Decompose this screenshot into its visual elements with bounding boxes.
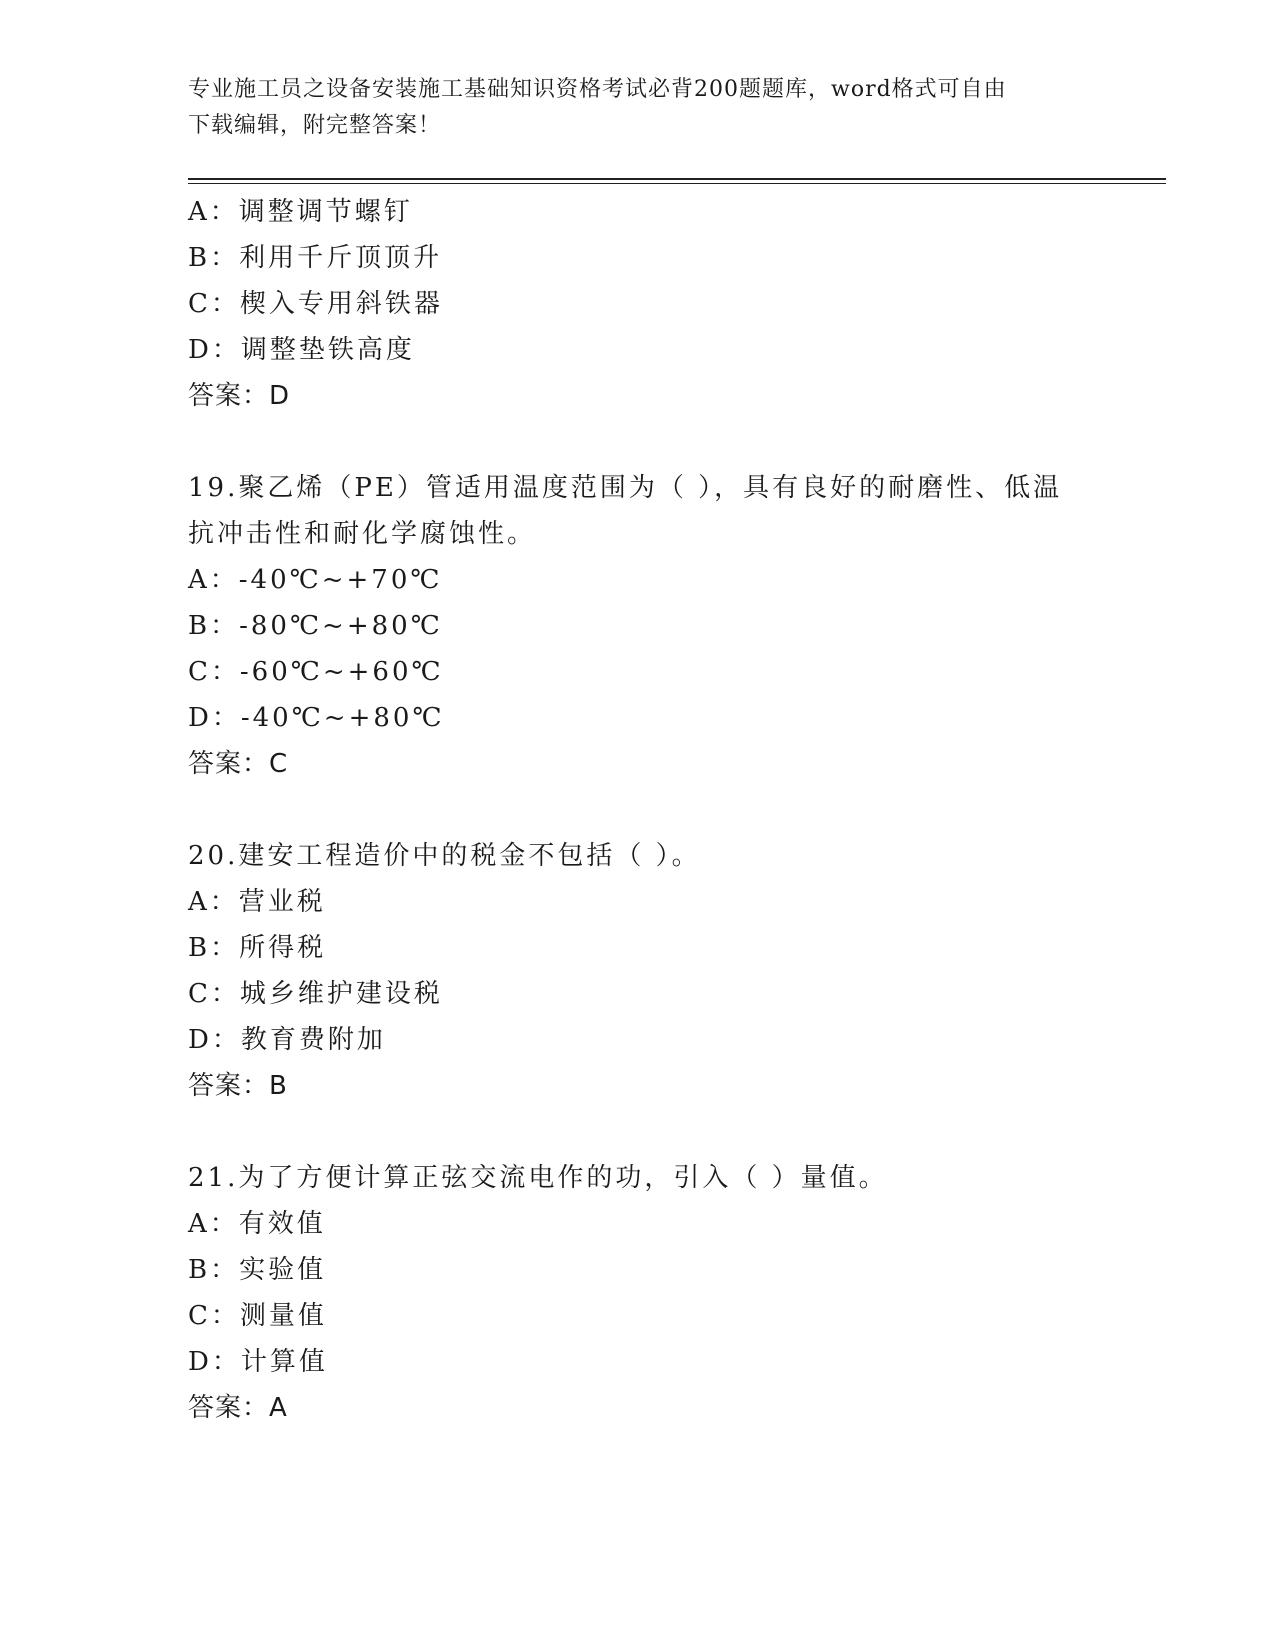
q20-option-c: C：城乡维护建设税 xyxy=(188,979,443,1009)
spacer xyxy=(188,787,1108,833)
question-21-block xyxy=(188,1155,1108,1431)
q18-option-d: D：调整垫铁高度 xyxy=(188,335,415,365)
q21-option-d: D：计算值 xyxy=(188,1347,328,1377)
q19-option-d: D：-40℃~+80℃ xyxy=(188,703,445,733)
header-divider-thick xyxy=(188,178,1166,180)
header-line-1: 专业施工员之设备安装施工基础知识资格考试必背200题题库，word格式可自由 xyxy=(188,77,1007,102)
q20-answer: 答案：B xyxy=(188,1071,288,1101)
question-20-block xyxy=(188,833,1108,1109)
q19-option-a: A：-40℃~+70℃ xyxy=(188,565,443,595)
q21-option-a: A：有效值 xyxy=(188,1209,326,1239)
spacer xyxy=(188,1109,1108,1155)
question-19-block xyxy=(188,465,1108,787)
question-18-block xyxy=(188,189,1108,419)
q18-option-c: C：楔入专用斜铁器 xyxy=(188,289,443,319)
header-line-2: 下载编辑，附完整答案！ xyxy=(188,113,442,138)
question-content xyxy=(188,189,1108,1431)
q18-option-a: A：调整调节螺钉 xyxy=(188,197,413,227)
document-header xyxy=(188,72,1088,144)
q20-option-a: A：营业税 xyxy=(188,887,326,917)
q19-option-b: B：-80℃~+80℃ xyxy=(188,611,443,641)
q21-option-b: B：实验值 xyxy=(188,1255,327,1285)
q19-question-line-1: 19.聚乙烯（PE）管适用温度范围为（ ），具有良好的耐磨性、低温 xyxy=(188,473,1063,503)
q21-option-c: C：测量值 xyxy=(188,1301,327,1331)
q18-answer: 答案：D xyxy=(188,381,291,411)
q19-option-c: C：-60℃~+60℃ xyxy=(188,657,444,687)
spacer xyxy=(188,419,1108,465)
q19-question-line-2: 抗冲击性和耐化学腐蚀性。 xyxy=(188,519,537,549)
q21-answer: 答案：A xyxy=(188,1393,288,1423)
q20-option-b: B：所得税 xyxy=(188,933,327,963)
q20-question: 20.建安工程造价中的税金不包括（ ）。 xyxy=(188,841,701,871)
q19-answer: 答案：C xyxy=(188,749,289,779)
q18-option-b: B：利用千斤顶顶升 xyxy=(188,243,443,273)
q21-question: 21.为了方便计算正弦交流电作的功，引入（ ）量值。 xyxy=(188,1163,888,1193)
header-divider-thin xyxy=(188,183,1166,184)
q20-option-d: D：教育费附加 xyxy=(188,1025,386,1055)
